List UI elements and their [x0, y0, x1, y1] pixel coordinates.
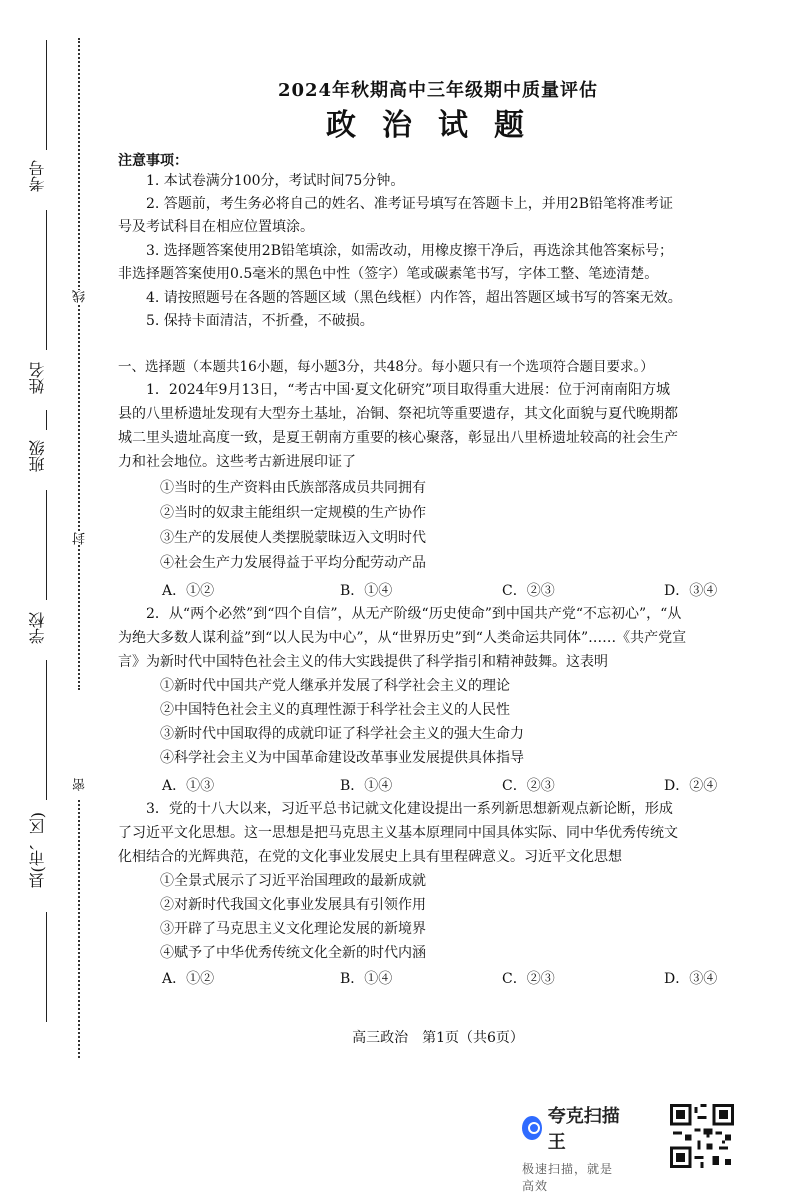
class-line: [46, 410, 47, 430]
page-footer: 高三政治 第1页（共6页）: [352, 1030, 524, 1046]
question-item: ④科学社会主义为中国革命建设改革事业发展提供具体指导: [160, 750, 524, 766]
name-label: 姓名: [28, 362, 47, 394]
option-d[interactable]: D．②④: [664, 778, 718, 794]
exam-title: 2024年秋期高中三年级期中质量评估: [277, 80, 599, 101]
watermark-name: 夸克扫描王: [547, 1106, 620, 1153]
option-c[interactable]: C．②③: [502, 583, 555, 599]
question-item: ②中国特色社会主义的真理性源于科学社会主义的人民性: [160, 702, 510, 718]
notice-heading: 注意事项：: [118, 153, 188, 169]
notice-line: 非选择题答案使用0.5毫米的黑色中性（签字）笔或碳素笔书写，字体工整、笔迹清楚。: [118, 266, 659, 282]
option-a[interactable]: A．①②: [162, 971, 215, 987]
question-item: ③生产的发展使人类摆脱蒙昧迈入文明时代: [160, 530, 426, 546]
question-item: ②当时的奴隶主能组织一定规模的生产协作: [160, 505, 426, 521]
qr-code-icon: [670, 1104, 734, 1168]
county-label: 县(市、区): [28, 812, 47, 889]
cut-dotted-line: [78, 38, 80, 690]
question-item: ③新时代中国取得的成就印证了科学社会主义的强大生命力: [160, 726, 524, 742]
question-item: ④赋予了中华优秀传统文化全新的时代内涵: [160, 945, 426, 961]
quark-logo-icon: [522, 1116, 542, 1140]
question-stem: 城二里头遗址高度一致，是夏王朝南方重要的核心聚落，彰显出八里桥遗址较高的社会生产: [118, 430, 678, 446]
question-stem: 2．从“两个必然”到“四个自信”，从无产阶级“历史使命”到中国共产党“不忘初心”，“从: [146, 606, 682, 622]
exam-no-label: 考号: [28, 160, 47, 192]
question-item: ②对新时代我国文化事业发展具有引领作用: [160, 897, 426, 913]
option-a[interactable]: A．①③: [162, 778, 215, 794]
school-label: 学校: [28, 612, 47, 644]
notice-line: 1. 本试卷满分100分，考试时间75分钟。: [146, 173, 405, 189]
cut-mark-secret: 密: [73, 778, 88, 791]
question-item: ①当时的生产资料由氏族部落成员共同拥有: [160, 480, 426, 496]
option-c[interactable]: C．②③: [502, 971, 555, 987]
question-stem: 3．党的十八大以来，习近平总书记就文化建设提出一系列新思想新观点新论断，形成: [146, 801, 673, 817]
notice-line: 4. 请按照题号在各题的答题区域（黑色线框）内作答，超出答题区域书写的答案无效。: [146, 290, 682, 306]
question-item: ④社会生产力发展得益于平均分配劳动产品: [160, 555, 426, 571]
binding-margin: [0, 0, 100, 1060]
watermark-slogan: 极速扫描，就是高效: [522, 1162, 614, 1193]
question-item: ①新时代中国共产党人继承并发展了科学社会主义的理论: [160, 678, 510, 694]
question-stem: 化相结合的光辉典范，在党的文化事业发展史上具有里程碑意义。习近平文化思想: [118, 849, 622, 865]
subject-title: 政治试题: [326, 108, 550, 143]
question-stem: 言》为新时代中国特色社会主义的伟大实践提供了科学指引和精神鼓舞。这表明: [118, 654, 608, 670]
question-item: ③开辟了马克思主义文化理论发展的新境界: [160, 921, 426, 937]
question-stem: 县的八里桥遗址发现有大型夯土基址，冶铜、祭祀坑等重要遗存，其文化面貌与夏代晚期都: [118, 406, 678, 422]
question-stem: 1．2024年9月13日，“考古中国·夏文化研究”项目取得重大进展：位于河南南阳方城: [146, 382, 671, 398]
cut-mark-line: 线: [73, 290, 88, 303]
option-b[interactable]: B．①④: [340, 971, 393, 987]
cut-dotted-line-lower: [78, 800, 80, 1058]
question-stem: 力和社会地位。这些考古新进展印证了: [118, 454, 356, 470]
notice-line: 3. 选择题答案使用2B铅笔填涂，如需改动，用橡皮擦干净后，再选涂其他答案标号；: [146, 243, 674, 259]
county-line-top: [46, 660, 47, 800]
notice-line: 2. 答题前，考生务必将自己的姓名、准考证号填写在答题卡上，并用2B铅笔将准考证: [146, 196, 674, 212]
exam-no-line: [46, 40, 47, 150]
option-a[interactable]: A．①②: [162, 583, 215, 599]
option-d[interactable]: D．③④: [664, 583, 718, 599]
school-line: [46, 490, 47, 600]
scanner-watermark: [522, 1102, 622, 1194]
cut-mark-seal: 封: [73, 532, 88, 545]
option-b[interactable]: B．①④: [340, 583, 393, 599]
section-title: 一、选择题（本题共16小题，每小题3分，共48分。每小题只有一个选项符合题目要求。）: [118, 359, 654, 375]
option-b[interactable]: B．①④: [340, 778, 393, 794]
option-c[interactable]: C．②③: [502, 778, 555, 794]
name-line: [46, 210, 47, 350]
notice-line: 5. 保持卡面清洁，不折叠，不破损。: [146, 313, 374, 329]
question-stem: 了习近平文化思想。这一思想是把马克思主义基本原理同中国具体实际、同中华优秀传统文: [118, 825, 678, 841]
option-d[interactable]: D．③④: [664, 971, 718, 987]
notice-line: 号及考试科目在相应位置填涂。: [118, 219, 314, 235]
class-label: 班级: [28, 440, 47, 472]
county-line-bottom: [46, 912, 47, 1022]
question-stem: 为绝大多数人谋利益”到“以人民为中心”，从“世界历史”到“人类命运共同体”……《共产党宣: [118, 630, 687, 646]
question-item: ①全景式展示了习近平治国理政的最新成就: [160, 873, 426, 889]
watermark-logo: [522, 1102, 622, 1154]
